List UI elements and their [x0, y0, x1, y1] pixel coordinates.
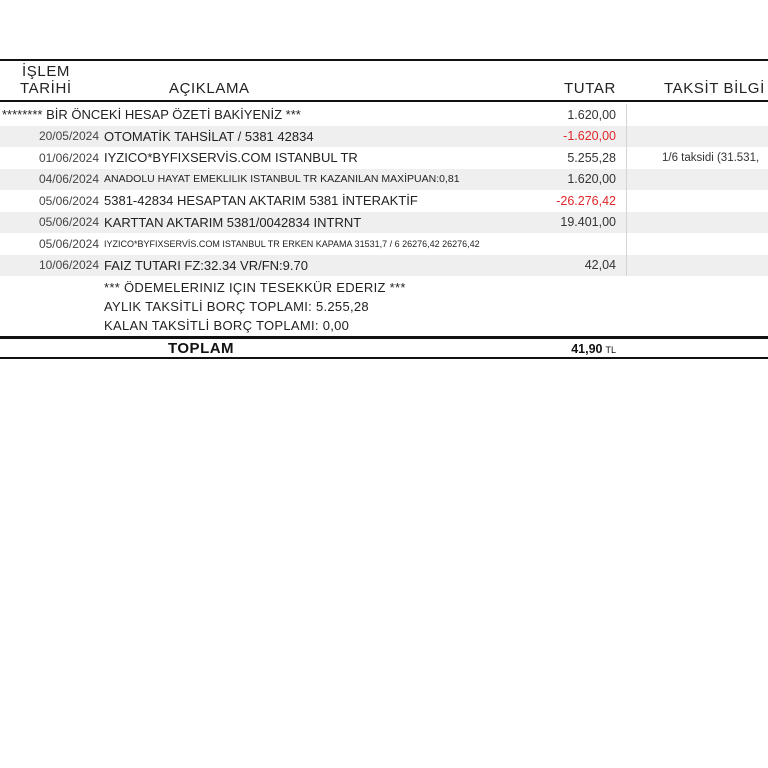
row-amount: [480, 233, 616, 255]
header-amount: TUTAR: [564, 80, 616, 97]
header-installment: TAKSİT BİLGİ: [664, 80, 765, 97]
table-top-rule: [0, 59, 768, 61]
row-description: OTOMATİK TAHSİLAT / 5381 42834: [104, 128, 314, 144]
row-description: IYZICO*BYFIXSERVİS.COM ISTANBUL TR: [104, 150, 358, 166]
total-value: [480, 342, 616, 356]
total-label: TOPLAM: [168, 340, 235, 357]
row-amount: -26.276,42: [556, 193, 616, 208]
row-amount: 42,04: [584, 258, 616, 273]
table-row: [0, 255, 768, 277]
row-description: 5381-42834 HESAPTAN AKTARIM 5381 İNTERAKTİF: [104, 193, 418, 209]
row-date: 05/06/2024: [38, 193, 99, 208]
row-installment: 1/6 taksidi (31.531,: [662, 151, 760, 164]
row-date: 04/06/2024: [38, 172, 99, 187]
total-currency: TL: [605, 345, 616, 355]
table-row: [0, 104, 768, 126]
table-row: [0, 190, 768, 212]
thanks-note: *** ÖDEMELERINIZ IÇIN TESEKKÜR EDERIZ ***: [104, 280, 406, 295]
table-row: [0, 212, 768, 234]
row-amount: 5.255,28: [567, 150, 616, 165]
row-date: 20/05/2024: [38, 129, 99, 144]
row-description: ANADOLU HAYAT EMEKLILIK ISTANBUL TR KAZANILAN MAXİPUAN:0,81: [104, 173, 460, 186]
header-bottom-rule: [0, 100, 768, 102]
table-row: [0, 147, 768, 169]
table-row: [0, 233, 768, 255]
row-amount: -1.620,00: [563, 129, 616, 144]
row-amount: 1.620,00: [567, 107, 616, 122]
table-row: [0, 126, 768, 148]
row-date: 10/06/2024: [38, 258, 99, 273]
table-row: [0, 169, 768, 191]
total-amount: 41,90: [571, 342, 603, 356]
header-date-line2: TARİHİ: [20, 80, 72, 97]
row-amount: 1.620,00: [567, 172, 616, 187]
row-description: ******** BİR ÖNCEKİ HESAP ÖZETİ BAKİYENİZ ***: [2, 107, 301, 123]
row-date: 05/06/2024: [38, 215, 99, 230]
monthly-installment-debt: AYLIK TAKSİTLİ BORÇ TOPLAMI: 5.255,28: [104, 299, 369, 314]
row-description: KARTTAN AKTARIM 5381/0042834 INTRNT: [104, 214, 362, 230]
row-description: IYZICO*BYFIXSERVİS.COM ISTANBUL TR ERKEN KAPAMA 31531,7 / 6 26276,42 26276,42: [104, 238, 480, 249]
transaction-list: [0, 104, 768, 276]
row-date: 01/06/2024: [38, 150, 99, 165]
row-amount: 19.401,00: [560, 215, 616, 230]
row-description: FAIZ TUTARI FZ:32.34 VR/FN:9.70: [104, 257, 308, 273]
row-date: 05/06/2024: [38, 236, 99, 251]
remaining-installment-debt: KALAN TAKSİTLİ BORÇ TOPLAMI: 0,00: [104, 318, 350, 333]
total-bottom-rule: [0, 357, 768, 359]
header-date-line1: İŞLEM: [22, 63, 71, 80]
header-description: AÇIKLAMA: [169, 80, 250, 97]
total-top-rule: [0, 336, 768, 339]
